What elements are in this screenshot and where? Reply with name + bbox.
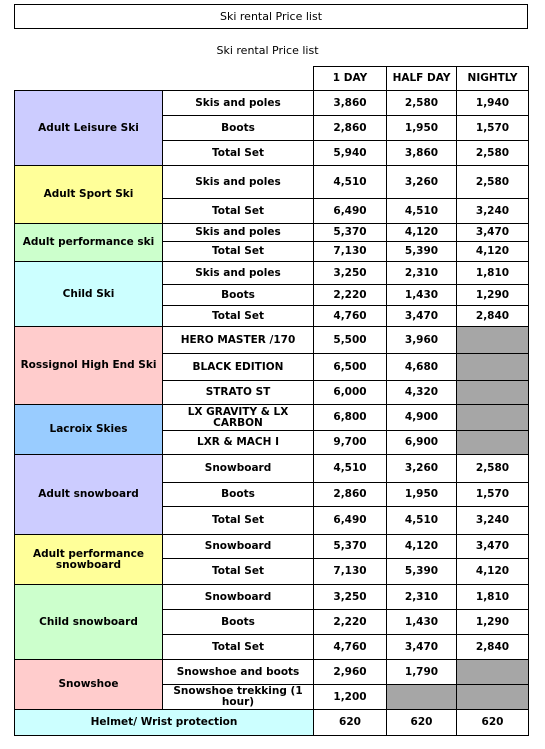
price-cell: 4,120 [387,535,457,559]
price-cell: 6,490 [314,199,387,224]
unavailable-cell [457,327,529,354]
unavailable-cell [457,660,529,685]
price-cell: 620 [387,710,457,736]
table-row [15,166,529,199]
item-cell: Total Set [163,242,314,262]
price-cell: 2,580 [457,455,529,483]
price-cell: 5,370 [314,224,387,242]
column-header-nightly: NIGHTLY [457,67,529,91]
price-cell: 3,470 [457,535,529,559]
price-cell: 3,240 [457,507,529,535]
price-cell: 2,310 [387,585,457,610]
price-cell: 1,570 [457,116,529,141]
price-cell: 3,240 [457,199,529,224]
category-cell: Lacroix Skies [15,405,163,455]
category-cell: Adult performance ski [15,224,163,262]
table-subtitle: Ski rental Price list [216,44,319,57]
category-cell: Adult Leisure Ski [15,91,163,166]
footer-item-cell: Helmet/ Wrist protection [15,710,314,736]
price-cell: 1,200 [314,685,387,710]
price-cell: 3,250 [314,585,387,610]
price-cell: 6,490 [314,507,387,535]
column-header-one-day: 1 DAY [314,67,387,91]
price-cell: 4,510 [387,507,457,535]
item-cell: HERO MASTER /170 [163,327,314,354]
item-cell: STRATO ST [163,381,314,405]
price-cell: 5,500 [314,327,387,354]
item-cell: Snowboard [163,455,314,483]
category-cell: Snowshoe [15,660,163,710]
price-cell: 3,860 [387,141,457,166]
table-row [15,262,529,285]
column-header-half-day: HALF DAY [387,67,457,91]
price-cell: 3,250 [314,262,387,285]
table-row [15,224,529,242]
price-cell: 6,500 [314,354,387,381]
table-row [15,585,529,610]
price-cell: 1,290 [457,285,529,306]
table-row [15,660,529,685]
price-cell: 4,510 [387,199,457,224]
unavailable-cell [457,685,529,710]
price-cell: 3,470 [387,635,457,660]
item-cell: Snowboard [163,535,314,559]
header-row [15,67,529,91]
page-title: Ski rental Price list [219,10,323,23]
price-cell: 7,130 [314,242,387,262]
item-cell: BLACK EDITION [163,354,314,381]
table-row [15,327,529,354]
price-cell: 5,940 [314,141,387,166]
price-cell: 1,430 [387,610,457,635]
price-cell: 7,130 [314,559,387,585]
price-cell: 6,800 [314,405,387,431]
item-cell: Total Set [163,635,314,660]
item-cell: Total Set [163,141,314,166]
unavailable-cell [457,405,529,431]
price-cell: 6,000 [314,381,387,405]
price-cell: 4,120 [457,559,529,585]
item-cell: Snowshoe trekking (1 hour) [163,685,314,710]
item-cell: Skis and poles [163,262,314,285]
price-cell: 2,840 [457,635,529,660]
item-cell: Total Set [163,559,314,585]
unavailable-cell [457,431,529,455]
price-cell: 4,120 [387,224,457,242]
price-cell: 3,260 [387,455,457,483]
unavailable-cell [457,354,529,381]
item-cell: Boots [163,285,314,306]
unavailable-cell [457,381,529,405]
price-cell: 2,220 [314,285,387,306]
item-cell: LX GRAVITY & LX CARBON [163,405,314,431]
category-cell: Child snowboard [15,585,163,660]
price-cell: 4,510 [314,166,387,199]
price-cell: 1,950 [387,483,457,507]
item-cell: Boots [163,116,314,141]
price-cell: 4,680 [387,354,457,381]
price-cell: 2,220 [314,610,387,635]
price-cell: 2,580 [457,141,529,166]
price-cell: 4,320 [387,381,457,405]
item-cell: LXR & MACH I [163,431,314,455]
price-cell: 2,580 [387,91,457,116]
price-table-body [15,67,529,736]
item-cell: Total Set [163,199,314,224]
item-cell: Total Set [163,306,314,327]
price-cell: 620 [457,710,529,736]
price-cell: 3,470 [387,306,457,327]
price-cell: 5,390 [387,242,457,262]
table-row [15,535,529,559]
price-cell: 4,760 [314,306,387,327]
price-cell: 2,860 [314,116,387,141]
item-cell: Snowshoe and boots [163,660,314,685]
table-row [15,405,529,431]
price-cell: 9,700 [314,431,387,455]
price-cell: 4,510 [314,455,387,483]
price-cell: 4,900 [387,405,457,431]
item-cell: Boots [163,483,314,507]
item-cell: Skis and poles [163,224,314,242]
price-cell: 1,810 [457,585,529,610]
footer-row [15,710,529,736]
price-table [14,66,529,736]
price-cell: 2,840 [457,306,529,327]
title-box [14,4,528,29]
price-cell: 4,120 [457,242,529,262]
item-cell: Snowboard [163,585,314,610]
category-cell: Rossignol High End Ski [15,327,163,405]
price-cell: 2,580 [457,166,529,199]
header-blank [15,67,163,91]
price-cell: 6,900 [387,431,457,455]
price-cell: 1,290 [457,610,529,635]
category-cell: Adult performance snowboard [15,535,163,585]
price-cell: 620 [314,710,387,736]
price-cell: 5,370 [314,535,387,559]
unavailable-cell [387,685,457,710]
price-cell: 4,760 [314,635,387,660]
price-cell: 5,390 [387,559,457,585]
price-cell: 1,790 [387,660,457,685]
price-cell: 1,950 [387,116,457,141]
price-cell: 2,310 [387,262,457,285]
price-cell: 1,810 [457,262,529,285]
price-cell: 3,470 [457,224,529,242]
category-cell: Adult snowboard [15,455,163,535]
price-cell: 1,940 [457,91,529,116]
price-cell: 3,260 [387,166,457,199]
category-cell: Child Ski [15,262,163,327]
category-cell: Adult Sport Ski [15,166,163,224]
table-row [15,455,529,483]
item-cell: Boots [163,610,314,635]
price-cell: 1,570 [457,483,529,507]
item-cell: Skis and poles [163,91,314,116]
price-cell: 1,430 [387,285,457,306]
item-cell: Total Set [163,507,314,535]
table-row [15,91,529,116]
price-cell: 2,960 [314,660,387,685]
header-blank [163,67,314,91]
price-cell: 3,960 [387,327,457,354]
price-cell: 3,860 [314,91,387,116]
price-cell: 2,860 [314,483,387,507]
item-cell: Skis and poles [163,166,314,199]
